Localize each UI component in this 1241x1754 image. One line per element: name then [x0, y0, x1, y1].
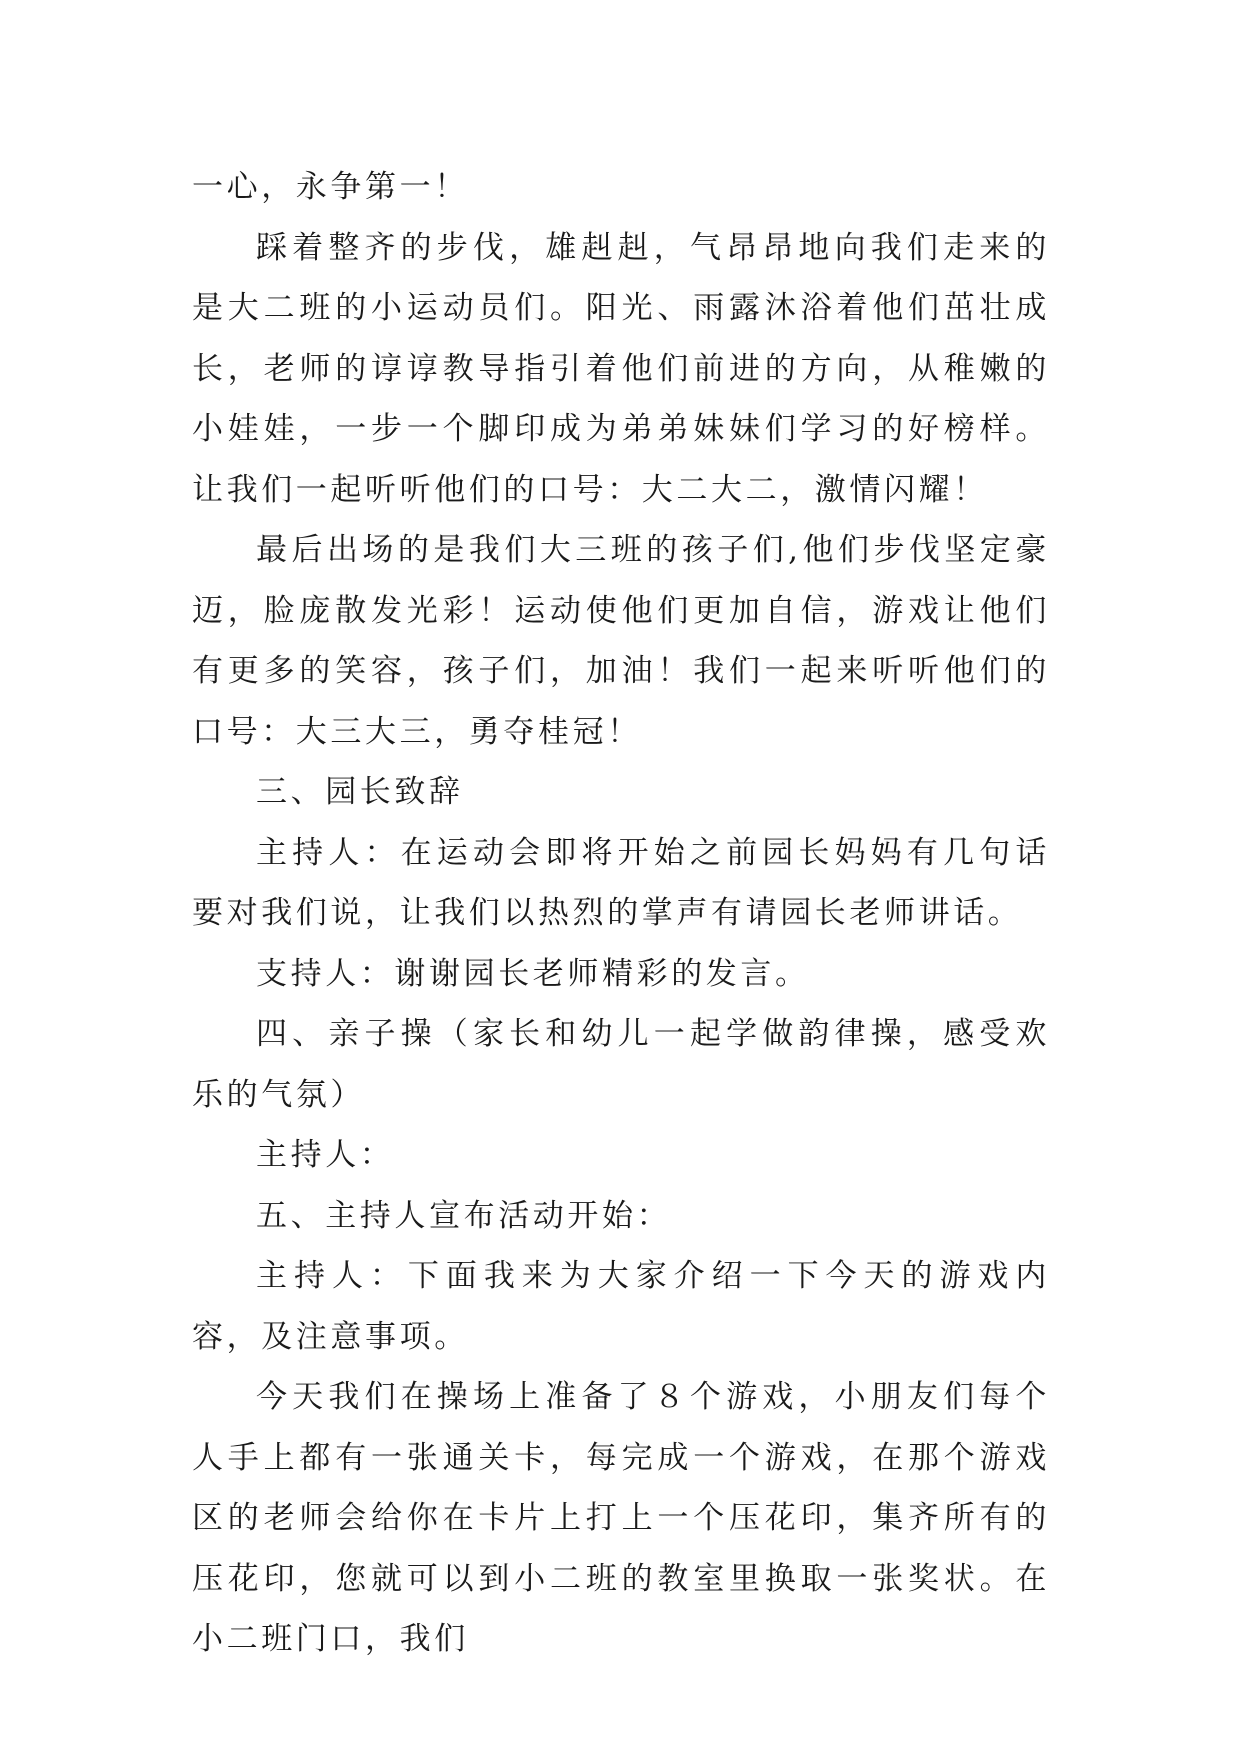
section-heading-parent-child-exercise: 四、亲子操（家长和幼儿一起学做韵律操，感受欢乐的气氛） [192, 1016, 1050, 1113]
paragraph-class-3: 最后出场的是我们大三班的孩子们,他们步伐坚定豪迈，脸庞散发光彩！运动使他们更加自信，游戏让他们有更多的笑容，孩子们，加油！我们一起来听听他们的口号：大三大三，勇夺桂冠！ [192, 532, 1050, 750]
paragraph-continuation: 一心，永争第一！ [192, 169, 469, 205]
paragraph-games-description: 今天我们在操场上准备了８个游戏，小朋友们每个人手上都有一张通关卡，每完成一个游戏，在那个游戏区的老师会给你在卡片上打上一个压花印，集齐所有的压花印，您就可以到小二班的教室里换取一张奖状。在小二班门口，我们 [192, 1379, 1050, 1657]
paragraph-host-invites-principal: 主持人：在运动会即将开始之前园长妈妈有几句话要对我们说，让我们以热烈的掌声有请园长老师讲话。 [192, 834, 1050, 931]
paragraph-host-introduction: 主持人：下面我来为大家介绍一下今天的游戏内容，及注意事项。 [192, 1258, 1050, 1355]
paragraph-class-2: 踩着整齐的步伐，雄赳赳，气昂昂地向我们走来的是大二班的小运动员们。阳光、雨露沐浴着他们茁壮成长，老师的谆谆教导指引着他们前进的方向，从稚嫩的小娃娃，一步一个脚印成为弟弟妹妹们学习的好榜样。让我们一起听听他们的口号：大二大二，激情闪耀！ [192, 229, 1050, 508]
paragraph-host-label: 主持人： [256, 1137, 395, 1173]
paragraph-host-thanks: 支持人：谢谢园长老师精彩的发言。 [256, 955, 810, 992]
section-heading-activity-start: 五、主持人宣布活动开始： [256, 1197, 672, 1234]
section-heading-principal-speech: 三、园长致辞 [256, 774, 464, 810]
document-body [192, 157, 1050, 1670]
